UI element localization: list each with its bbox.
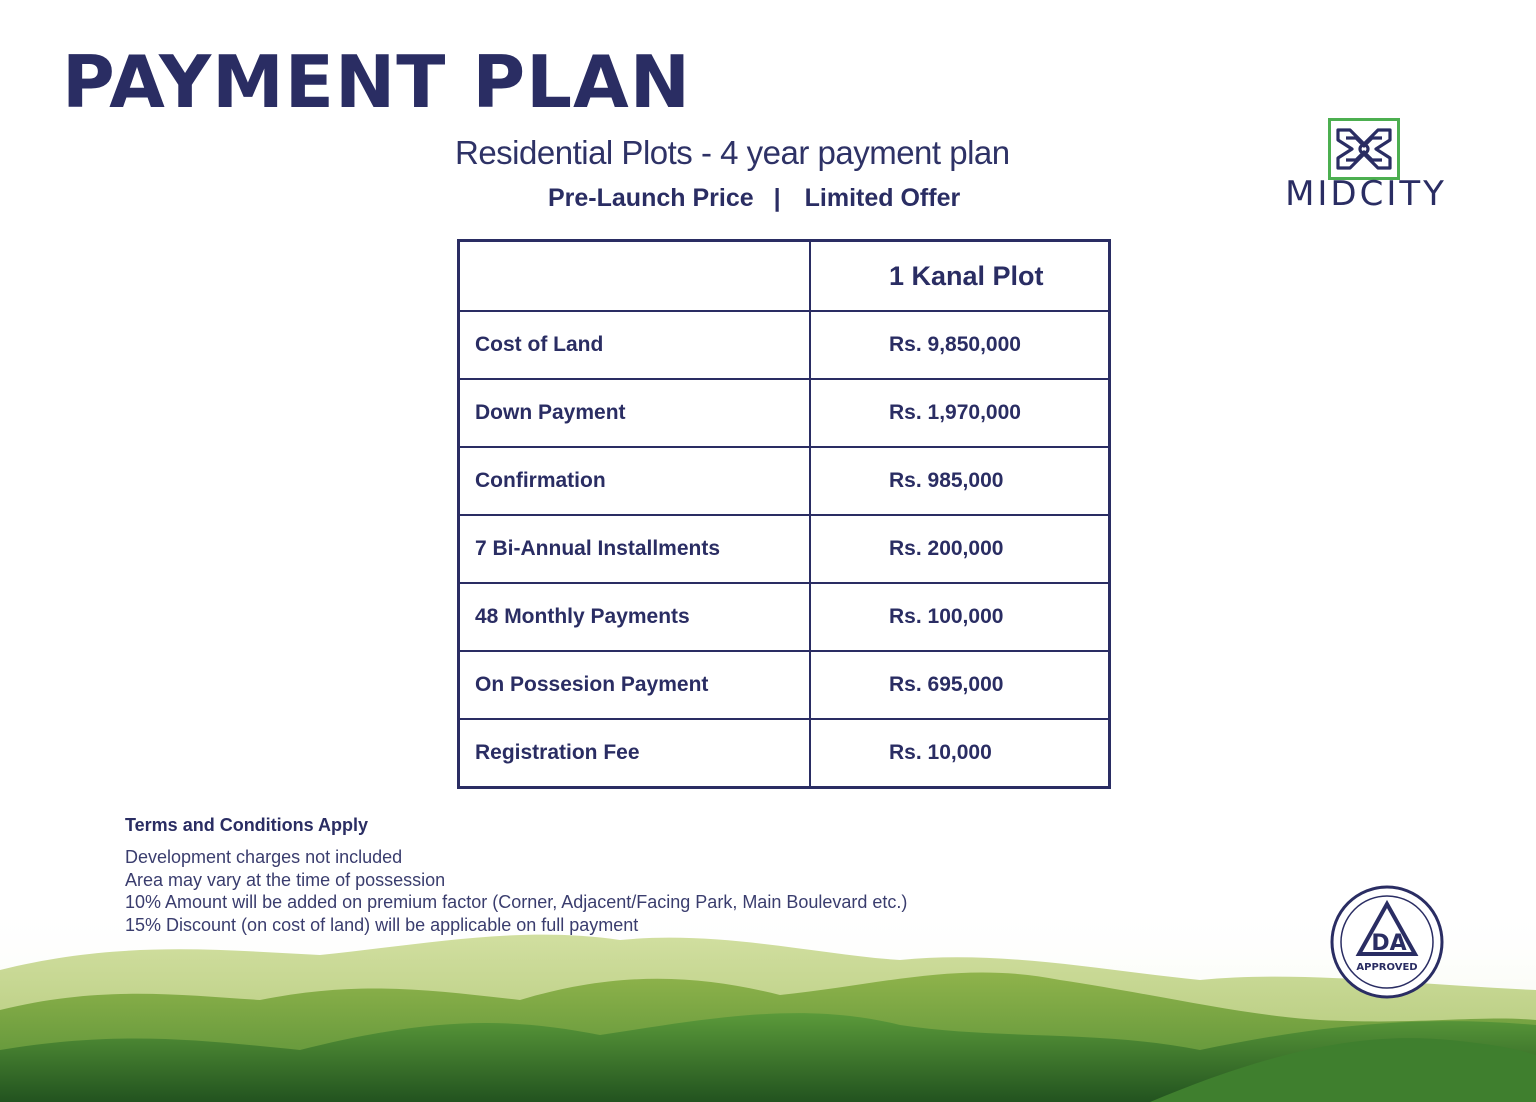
row-value: Rs. 9,850,000 — [810, 311, 1110, 379]
row-label: Registration Fee — [459, 719, 811, 788]
table-header-label-cell — [459, 241, 811, 312]
row-label: Down Payment — [459, 379, 811, 447]
table-row — [459, 379, 1110, 447]
tagline-pre-launch: Pre-Launch Price — [548, 184, 754, 212]
row-value: Rs. 985,000 — [810, 447, 1110, 515]
payment-plan-table — [457, 239, 1111, 789]
row-value: Rs. 1,970,000 — [810, 379, 1110, 447]
tagline-limited-offer: Limited Offer — [804, 184, 961, 212]
table-row — [459, 651, 1110, 719]
terms-heading: Terms and Conditions Apply — [125, 815, 369, 835]
table-row — [459, 583, 1110, 651]
row-value: Rs. 695,000 — [810, 651, 1110, 719]
table-row — [459, 515, 1110, 583]
lda-approved-seal-icon — [1329, 884, 1445, 1000]
badge-mark: DA — [1371, 931, 1407, 956]
terms-line: 15% Discount (on cost of land) will be applicable on full payment — [125, 914, 639, 935]
row-label: 48 Monthly Payments — [459, 583, 811, 651]
table-row — [459, 719, 1110, 788]
page-subtitle: Residential Plots - 4 year payment plan — [455, 134, 1010, 171]
row-label: 7 Bi-Annual Installments — [459, 515, 811, 583]
table-header-row — [459, 241, 1110, 312]
row-label: Cost of Land — [459, 311, 811, 379]
table-row — [459, 447, 1110, 515]
row-label: On Possesion Payment — [459, 651, 811, 719]
table-row — [459, 311, 1110, 379]
tagline — [548, 184, 960, 213]
lda-approved-badge — [1329, 884, 1445, 1000]
terms-line: 10% Amount will be added on premium factor (Corner, Adjacent/Facing Park, Main Boulevard etc.) — [125, 892, 908, 912]
row-value: Rs. 200,000 — [810, 515, 1110, 583]
row-value: Rs. 10,000 — [810, 719, 1110, 788]
row-value: Rs. 100,000 — [810, 583, 1110, 651]
midcity-logo-text: MIDCITY — [1285, 174, 1447, 214]
midcity-logo — [1276, 114, 1456, 224]
table-header-plot-size: 1 Kanal Plot — [810, 241, 1110, 312]
terms-section — [125, 815, 907, 936]
terms-line: Development charges not included — [125, 847, 403, 867]
page-title: PAYMENT PLAN — [62, 40, 692, 124]
row-label: Confirmation — [459, 447, 811, 515]
terms-line: Area may vary at the time of possession — [125, 869, 446, 890]
tagline-separator: | — [773, 184, 781, 212]
badge-approved-text: APPROVED — [1356, 962, 1418, 973]
midcity-knot-icon — [1328, 118, 1400, 180]
